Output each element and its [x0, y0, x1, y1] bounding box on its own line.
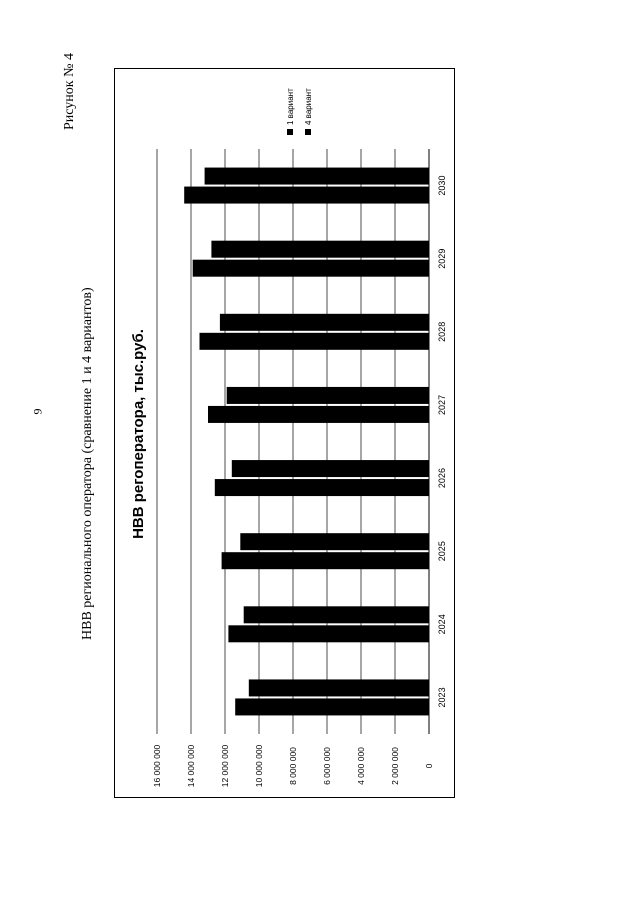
legend-label: 4 вариант [304, 88, 313, 125]
bar-variant1-2030 [184, 187, 429, 204]
bar-variant1-2027 [208, 406, 429, 423]
bar-variant1-2026 [215, 479, 429, 496]
legend [286, 88, 313, 135]
y-tick-label: 4 000 000 [356, 747, 366, 785]
chart-svg [115, 69, 456, 799]
category-label: 2023 [437, 687, 447, 708]
legend-swatch [305, 129, 311, 135]
categories-layer [437, 176, 447, 708]
y-tick-label: 14 000 000 [186, 744, 196, 788]
ticks-layer [152, 744, 434, 787]
y-tick-label: 16 000 000 [152, 744, 162, 788]
bar-variant4-2027 [227, 387, 429, 404]
category-label: 2027 [437, 394, 447, 415]
y-tick-label: 10 000 000 [254, 744, 264, 788]
bar-variant4-2025 [240, 533, 429, 550]
legend-label: 1 вариант [286, 88, 295, 125]
y-tick-label: 12 000 000 [220, 744, 230, 788]
bar-variant4-2026 [232, 460, 429, 477]
bar-variant4-2023 [249, 679, 429, 696]
bar-variant1-2029 [193, 260, 429, 277]
legend-swatch [287, 129, 293, 135]
figure-label: Рисунок № 4 [62, 53, 77, 130]
bars-layer [184, 168, 429, 716]
bar-variant1-2024 [228, 625, 429, 642]
bar-variant4-2030 [205, 168, 429, 185]
bar-variant4-2024 [244, 606, 429, 623]
bar-variant4-2028 [220, 314, 429, 331]
chart-frame [114, 68, 455, 798]
y-tick-label: 2 000 000 [390, 747, 400, 785]
y-tick-label: 6 000 000 [322, 747, 332, 785]
y-tick-label: 0 [424, 763, 434, 769]
chart-title: НВВ регоператора, тыс.руб. [130, 329, 147, 539]
category-label: 2026 [437, 468, 447, 489]
category-label: 2024 [437, 614, 447, 635]
figure-subtitle: НВВ регионального оператора (сравнение 1 и 4 вариантов) [80, 287, 95, 640]
page-number: 9 [30, 408, 45, 415]
grid-layer [157, 149, 429, 734]
y-tick-label: 8 000 000 [288, 747, 298, 785]
bar-variant1-2023 [235, 698, 429, 715]
bar-variant1-2025 [222, 552, 429, 569]
category-label: 2030 [437, 175, 447, 196]
category-label: 2029 [437, 248, 447, 269]
bar-variant1-2028 [200, 333, 430, 350]
category-label: 2025 [437, 541, 447, 562]
bar-variant4-2029 [211, 241, 429, 258]
category-label: 2028 [437, 321, 447, 342]
